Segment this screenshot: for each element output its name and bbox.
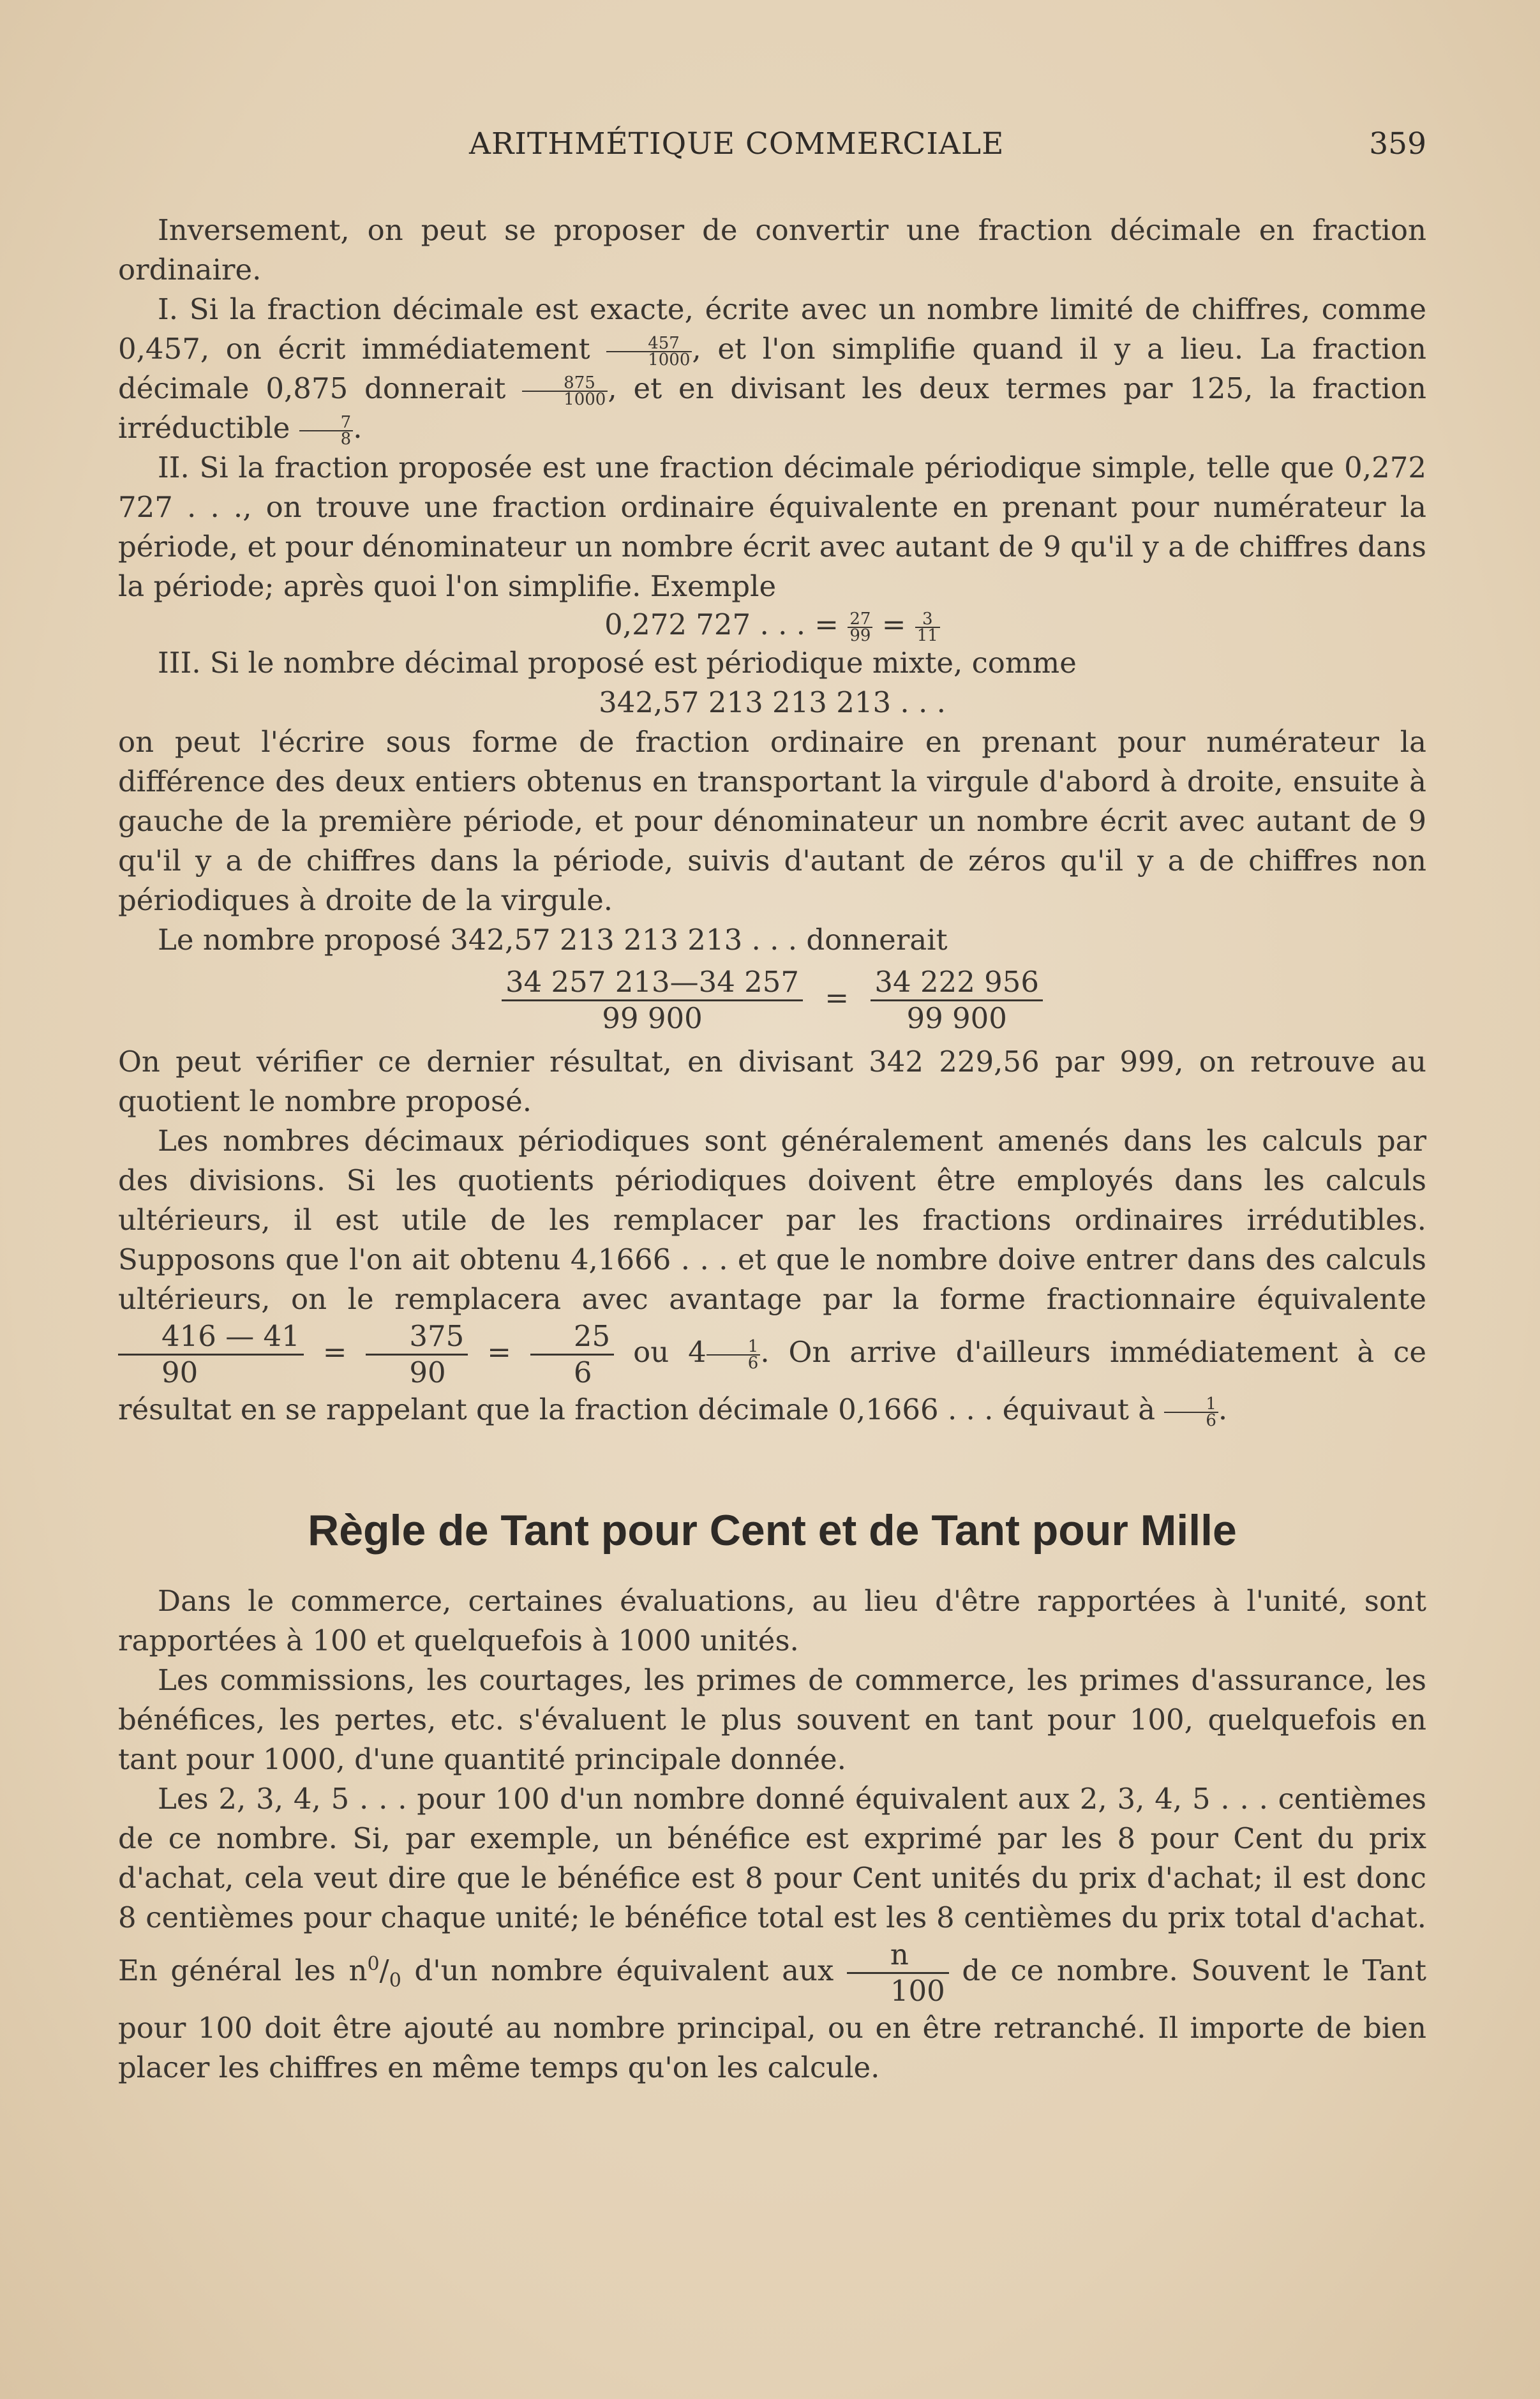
fraction: $\frac{875}{1000}$: [522, 375, 608, 407]
paragraph-intro: Inversement, on peut se proposer de convertir une fraction décimale en fraction ordinaire.: [118, 213, 1426, 287]
paragraph-percent-meaning: Les 2, 3, 4, 5 . . . pour 100 d'un nombre donné équivalent aux 2, 3, 4, 5 . . . centièmes de ce nombre. Si, par exemple, un bénéfice est exprimé par les 8 pour Cent du prix d'achat, cela veut dire que le bénéfice est 8 pour Cent unités du prix d'achat; il est donc 8 centièmes pour chaque unité; le bénéfice total est les 8 centièmes du prix total d'achat. En général les $n^0/_0$ d'un nombre équivalent aux $\frac{n}{100}$ de ce nombre. Souvent le Tant pour 100 doit être ajouté au nombre principal, ou en être retranché. Il importe de bien placer les chiffres en même temps qu'on les calcule.: [118, 1782, 1426, 2084]
page-header: [118, 126, 1426, 171]
equation-periodic-mixed: 342,57 213 213 213 . . .: [599, 685, 946, 719]
paragraph-percent-intro: Dans le commerce, certaines évaluations, au lieu d'être rapportées à l'unité, sont rapportées à 100 et quelquefois à 1000 unités.: [118, 1584, 1426, 1657]
equation-result: $\frac{34 257 213—34 257}{99 900}$ = $\frac{34 222 956}{99 900}$: [118, 965, 1426, 1036]
fraction: $\frac{n}{100}$: [847, 1938, 949, 2008]
paragraph-percent-uses: Les commissions, les courtages, les primes de commerce, les primes d'assurance, les bénéfices, les pertes, etc. s'évaluent le plus souvent en tant pour 100, quelquefois en tant pour 1000, d'une quantité principale donnée.: [118, 1663, 1426, 1776]
fraction: $\frac{27}{99}$: [848, 611, 872, 643]
paragraph-verification: On peut vérifier ce dernier résultat, en divisant 342 229,56 par 999, on retrouve au quotient le nombre proposé.: [118, 1045, 1426, 1118]
body-text: [118, 211, 1426, 2088]
fraction: $\frac{416 — 41}{90}$: [118, 1319, 304, 1390]
paragraph-case-2: II. Si la fraction proposée est une fraction décimale périodique simple, telle que 0,272 727 . . ., on trouve une fraction ordinaire équivalente en prenant pour numérateur la période, et pour dénominateur un nombre écrit avec autant de 9 qu'il y a de chiffres dans la période; après quoi l'on simplifie. Exemple: [118, 451, 1426, 603]
section-title: Règle de Tant pour Cent et de Tant pour Mille: [308, 1506, 1237, 1555]
equation-periodic-simple: 0,272 727 . . . = $\frac{27}{99}$ = $\frac{3}{11}$: [118, 606, 1426, 643]
running-title: ARITHMÉTIQUE COMMERCIALE: [469, 126, 1005, 161]
fraction: $\frac{34 222 956}{99 900}$: [871, 965, 1043, 1036]
paragraph-periodic-usage: Les nombres décimaux périodiques sont généralement amenés dans les calculs par des divisions. Si les quotients périodiques doivent être employés dans les calculs ultérieurs, il est utile de les remplacer par les fractions ordinaires irrédutibles. Supposons que l'on ait obtenu 4,1666 . . . et que le nombre doive entrer dans des calculs ultérieurs, on le remplacera avec avantage par la forme fractionnaire équivalente $\frac{416 — 41}{90}$ = $\frac{375}{90}$ = $\frac{25}{6}$ ou 4 $\frac{1}{6}$ . On arrive d'ailleurs immédiatement à ce résultat en se rappelant que la fraction décimale 0,1666 . . . équivaut à $\frac{1}{6}$ .: [118, 1124, 1426, 1430]
fraction: $\frac{457}{1000}$: [606, 336, 692, 368]
paragraph-example: Le nombre proposé 342,57 213 213 213 . . . donnerait: [158, 923, 948, 957]
fraction: $\frac{1}{6}$: [1164, 1396, 1218, 1428]
fraction: $\frac{34 257 213—34 257}{99 900}$: [502, 965, 803, 1036]
paragraph-case-3: III. Si le nombre décimal proposé est périodique mixte, comme: [158, 646, 1077, 680]
fraction: $\frac{375}{90}$: [366, 1319, 468, 1390]
paragraph-case-1: I. Si la fraction décimale est exacte, écrite avec un nombre limité de chiffres, comme 0,457, on écrit immédiatement $\frac{457}{1000}$ , et l'on simplifie quand il y a lieu. La fraction décimale 0,875 donnerait $\frac{875}{1000}$ , et en divisant les deux termes par 125, la fraction irréductible $\frac{7}{8}$ .: [118, 292, 1427, 449]
fraction: $\frac{1}{6}$: [706, 1339, 761, 1371]
paragraph-method: on peut l'écrire sous forme de fraction ordinaire en prenant pour numérateur la différence des deux entiers obtenus en transportant la virgule d'abord à droite, ensuite à gauche de la première période, et pour dénominateur un nombre écrit avec autant de 9 qu'il y a de chiffres dans la période, suivis d'autant de zéros qu'il y a de chiffres non périodiques à droite de la virgule.: [118, 725, 1426, 917]
fraction: $\frac{25}{6}$: [530, 1319, 614, 1390]
page-number: 359: [1369, 126, 1426, 161]
fraction: $\frac{3}{11}$: [915, 611, 940, 643]
fraction: $\frac{7}{8}$: [299, 415, 354, 447]
